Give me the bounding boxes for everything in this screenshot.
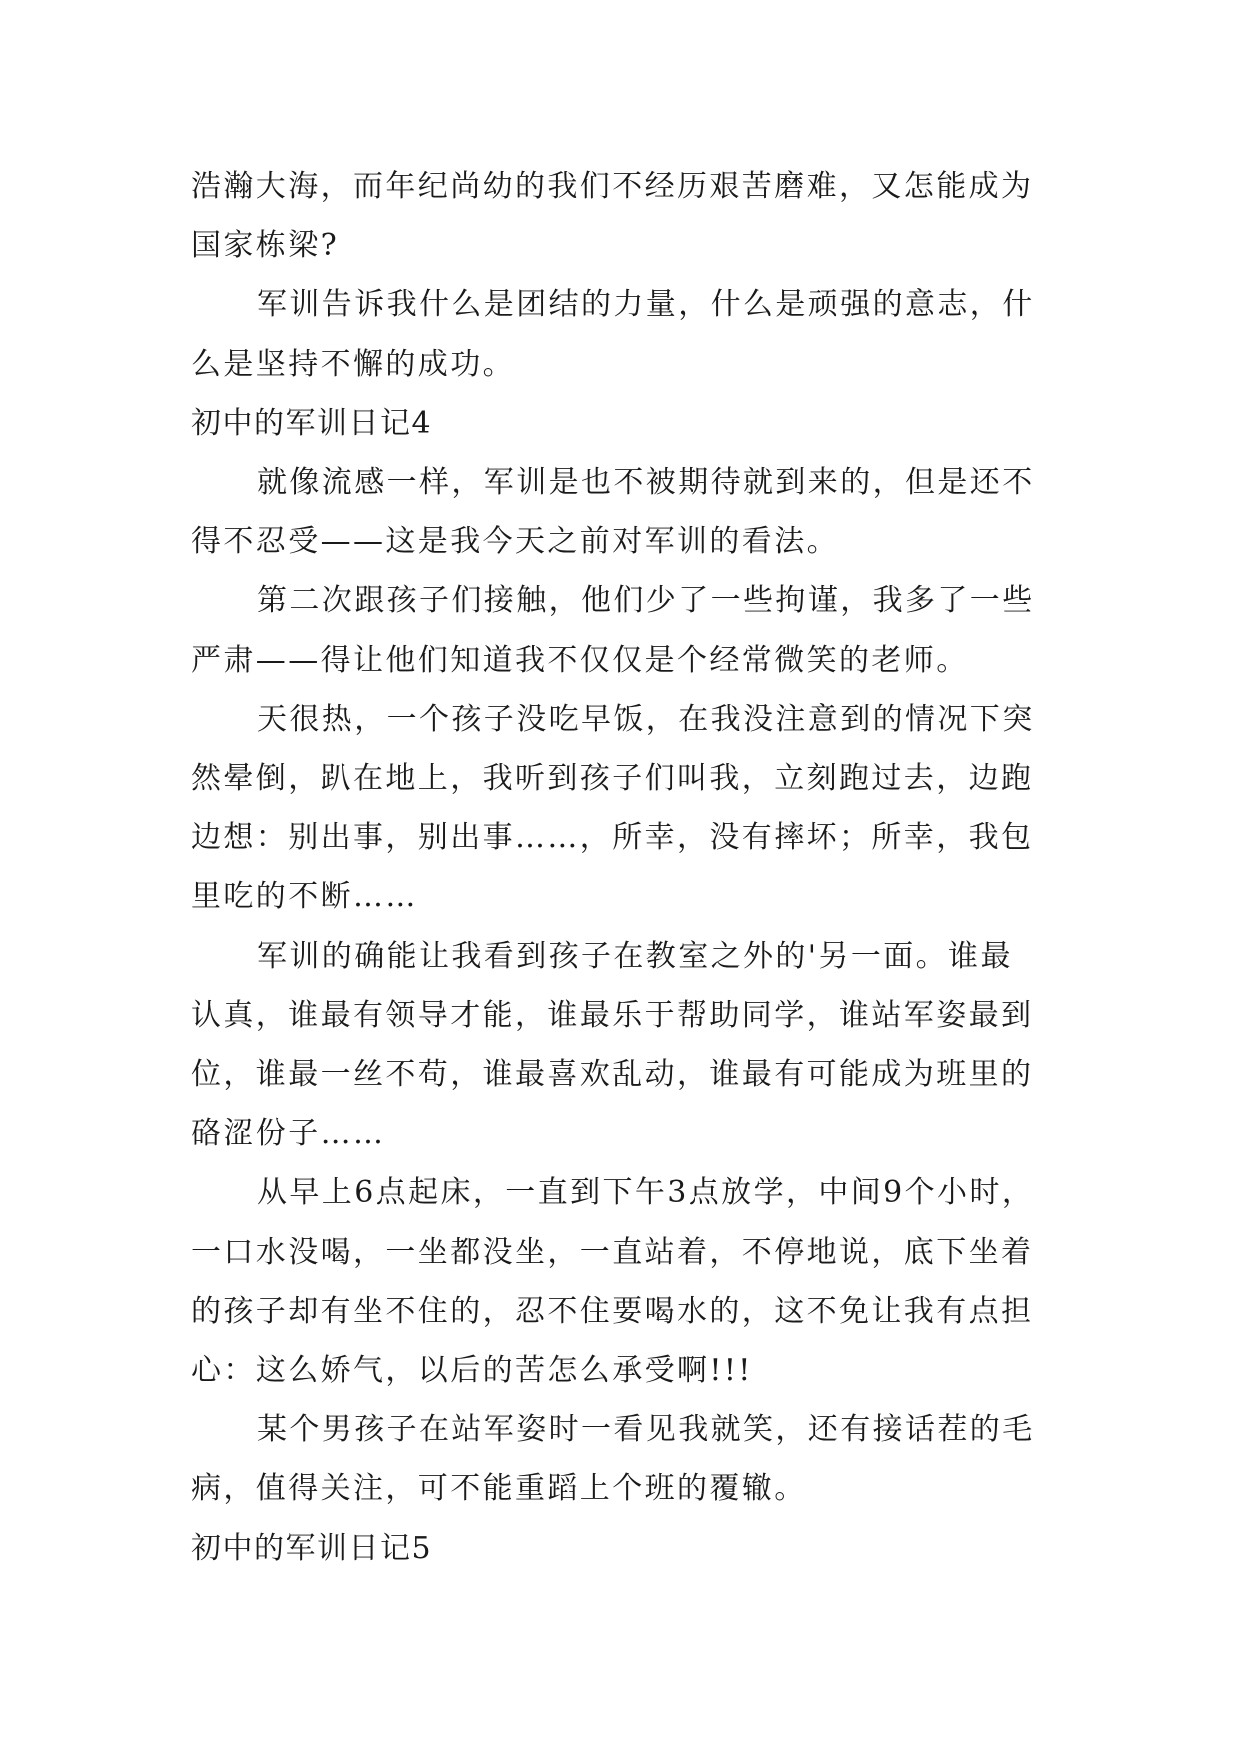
body-line-7: 得不忍受——这是我今天之前对军训的看法。: [191, 524, 839, 560]
body-line-4: 么是坚持不懈的成功。: [191, 346, 515, 382]
body-line-23: 病，值得关注，可不能重蹈上个班的覆辙。: [191, 1471, 807, 1507]
body-line-2: 国家栋梁?: [191, 228, 340, 264]
body-line-21: 心：这么娇气，以后的苦怎么承受啊!!!: [191, 1353, 753, 1389]
body-line-18: 从早上6点起床，一直到下午3点放学，中间9个小时，: [257, 1175, 1035, 1211]
body-line-11: 然晕倒，趴在地上，我听到孩子们叫我，立刻跑过去，边跑: [191, 761, 1034, 797]
section-heading-diary-4: 初中的军训日记4: [191, 405, 433, 441]
body-line-15: 认真，谁最有领导才能，谁最乐于帮助同学，谁站军姿最到: [191, 997, 1034, 1033]
body-line-22: 某个男孩子在站军姿时一看见我就笑，还有接话茬的毛: [257, 1412, 1035, 1448]
body-line-16: 位，谁最一丝不苟，谁最喜欢乱动，谁最有可能成为班里的: [191, 1057, 1034, 1093]
body-line-8: 第二次跟孩子们接触，他们少了一些拘谨，我多了一些: [257, 583, 1035, 619]
body-line-9: 严肃——得让他们知道我不仅仅是个经常微笑的老师。: [191, 642, 969, 678]
body-line-6: 就像流感一样，军训是也不被期待就到来的，但是还不: [257, 465, 1035, 501]
document-body: [191, 157, 1051, 1578]
body-line-12: 边想：别出事，别出事……，所幸，没有摔坏；所幸，我包: [191, 820, 1034, 856]
body-line-17: 硌涩份子……: [191, 1116, 386, 1152]
body-line-13: 里吃的不断……: [191, 879, 418, 915]
body-line-14: 军训的确能让我看到孩子在教室之外的'另一面。谁最: [257, 938, 1013, 974]
body-line-20: 的孩子却有坐不住的，忍不住要喝水的，这不免让我有点担: [191, 1293, 1034, 1329]
body-line-1: 浩瀚大海，而年纪尚幼的我们不经历艰苦磨难，又怎能成为: [191, 169, 1034, 204]
body-line-3: 军训告诉我什么是团结的力量，什么是顽强的意志，什: [257, 287, 1035, 323]
section-heading-diary-5: 初中的军训日记5: [191, 1530, 433, 1566]
body-line-10: 天很热，一个孩子没吃早饭，在我没注意到的情况下突: [257, 701, 1035, 737]
body-line-19: 一口水没喝，一坐都没坐，一直站着，不停地说，底下坐着: [191, 1234, 1034, 1270]
